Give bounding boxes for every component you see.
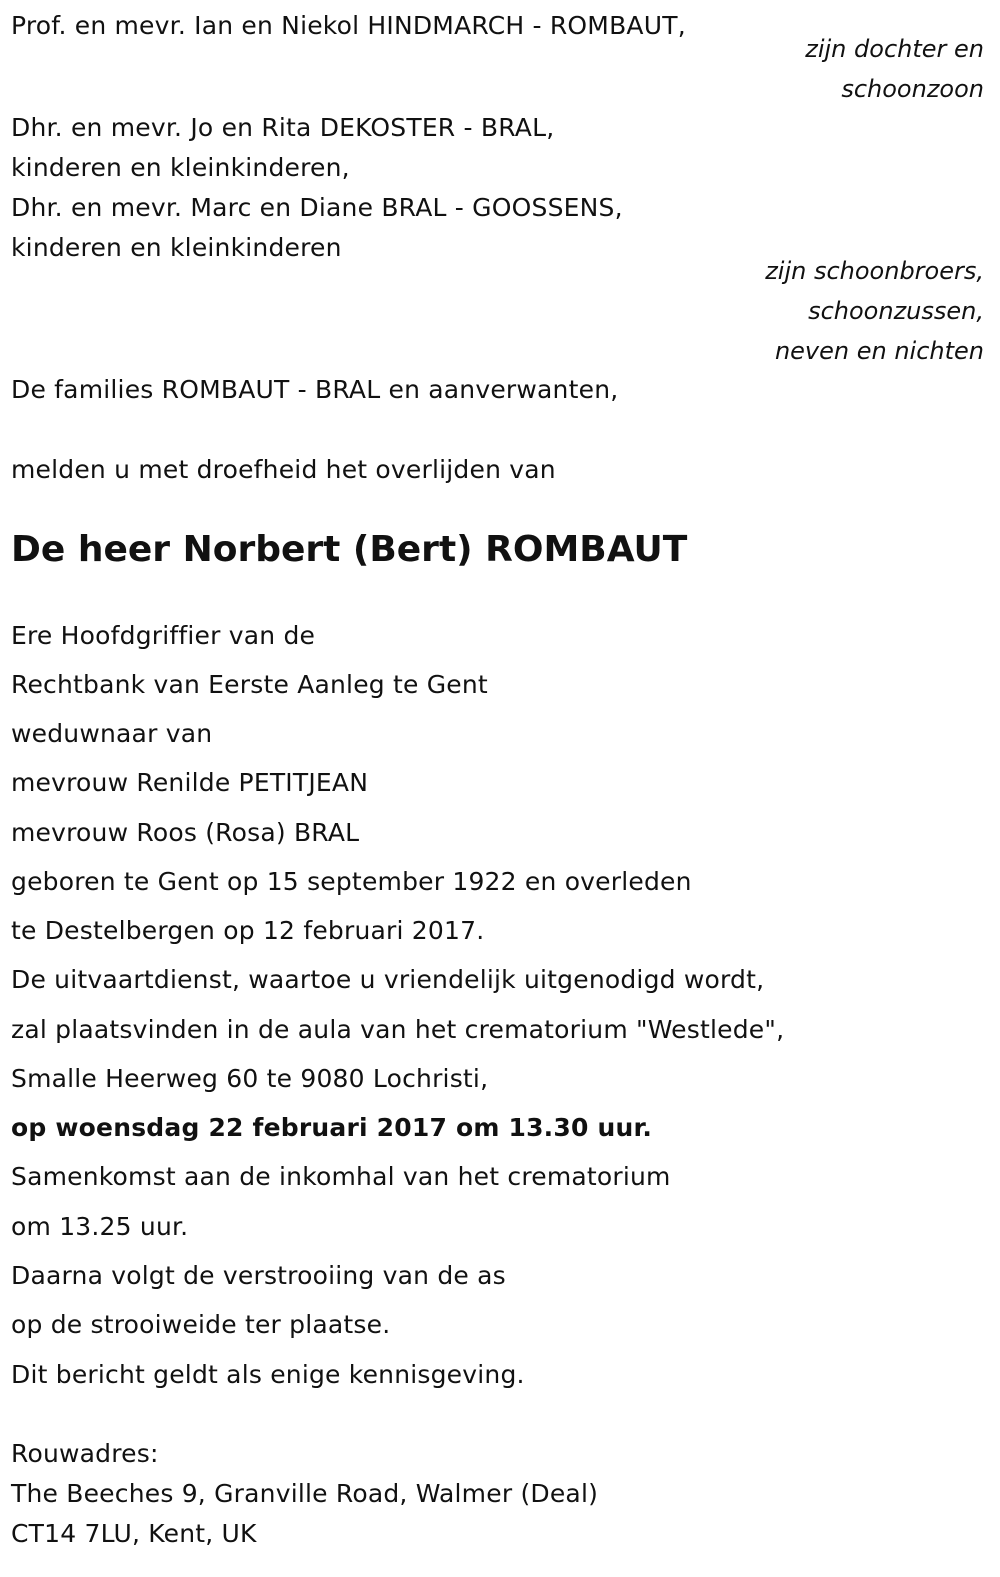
detail-line: geboren te Gent op 15 september 1922 en overleden <box>11 867 692 896</box>
role-in-laws: zijn schoonbroers, <box>765 257 984 285</box>
announcement-text: melden u met droefheid het overlijden van <box>11 455 556 484</box>
family-line-families: De families ROMBAUT - BRAL en aanverwanten, <box>11 375 619 404</box>
detail-line: Rechtbank van Eerste Aanleg te Gent <box>11 670 488 699</box>
detail-line: Dit bericht geldt als enige kennisgeving. <box>11 1360 525 1389</box>
detail-line: Ere Hoofdgriffier van de <box>11 621 316 650</box>
family-line-hindmarch: Prof. en mevr. Ian en Niekol HINDMARCH - ROMBAUT, <box>11 11 686 40</box>
detail-line: om 13.25 uur. <box>11 1212 189 1241</box>
detail-line: op de strooiweide ter plaatse. <box>11 1310 391 1339</box>
detail-line: weduwnaar van <box>11 719 213 748</box>
address-postcode: CT14 7LU, Kent, UK <box>11 1519 257 1548</box>
role-sisters-in-law: schoonzussen, <box>808 297 984 325</box>
family-line-bral-children: kinderen en kleinkinderen <box>11 233 342 262</box>
address-street: The Beeches 9, Granville Road, Walmer (Deal) <box>11 1479 599 1508</box>
deceased-name: De heer Norbert (Bert) ROMBAUT <box>11 529 688 570</box>
role-nephews-nieces: neven en nichten <box>774 337 984 365</box>
detail-line: mevrouw Roos (Rosa) BRAL <box>11 818 360 847</box>
family-line-dekoster: Dhr. en mevr. Jo en Rita DEKOSTER - BRAL, <box>11 113 555 142</box>
detail-line: mevrouw Renilde PETITJEAN <box>11 768 369 797</box>
detail-line: zal plaatsvinden in de aula van het crematorium "Westlede", <box>11 1015 785 1044</box>
family-line-dekoster-children: kinderen en kleinkinderen, <box>11 153 350 182</box>
detail-line: Smalle Heerweg 60 te 9080 Lochristi, <box>11 1064 489 1093</box>
detail-line: Samenkomst aan de inkomhal van het crematorium <box>11 1162 671 1191</box>
family-line-bral: Dhr. en mevr. Marc en Diane BRAL - GOOSSENS, <box>11 193 623 222</box>
detail-line: Daarna volgt de verstrooiing van de as <box>11 1261 506 1290</box>
service-date: op woensdag 22 februari 2017 om 13.30 uur. <box>11 1113 653 1142</box>
role-daughter: zijn dochter en <box>805 35 984 63</box>
address-label: Rouwadres: <box>11 1439 159 1468</box>
detail-line: De uitvaartdienst, waartoe u vriendelijk uitgenodigd wordt, <box>11 965 765 994</box>
role-son-in-law: schoonzoon <box>841 75 984 103</box>
detail-line: te Destelbergen op 12 februari 2017. <box>11 916 485 945</box>
